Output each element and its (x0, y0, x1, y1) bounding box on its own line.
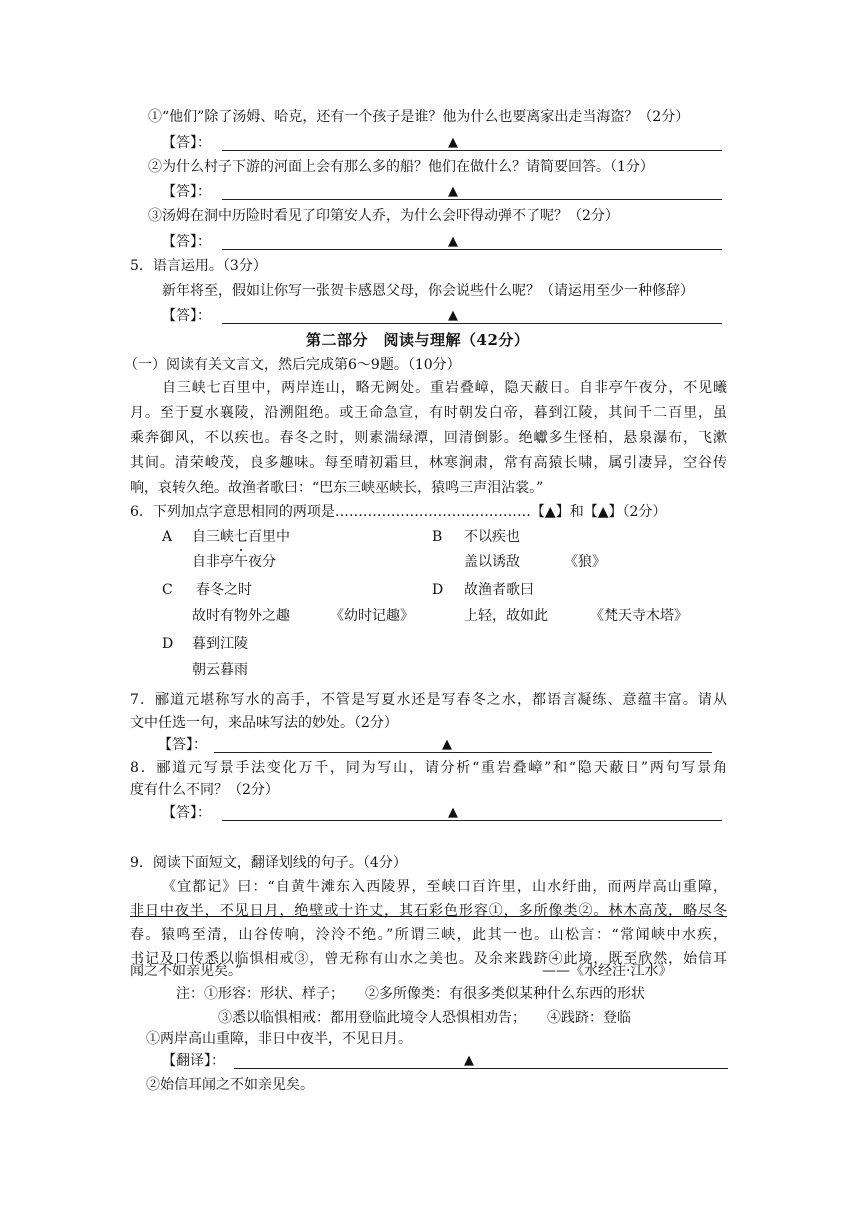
q9-passage-line: 书记及口传悉以临惧相戒③，曾无称有山水之美也。及余来践跻④此境，既至欣然，始信耳 (130, 951, 727, 967)
answer-marker-icon: ▲ (448, 805, 458, 820)
q9-sentence-1: ①两岸高山重障，非日中夜半，不见日月。 (146, 1031, 412, 1047)
passage-line: 响，哀转久绝。故渔者歌曰：“巴东三峡巫峡长，猿鸣三声泪沾裳。” (130, 480, 544, 496)
answer-underline (214, 752, 712, 753)
answer-line-4-3[interactable] (162, 232, 727, 252)
question-7-line1: 7．郦道元堪称写水的高手，不管是写夏水还是写春冬之水，都语言凝练、意蕴丰富。请从 (130, 692, 727, 708)
option-d-source: 《梵天寺木塔》 (590, 608, 688, 624)
answer-underline (222, 323, 722, 324)
question-9-title: 9．阅读下面短文，翻译划线的句子。（4分） (130, 855, 407, 871)
emphasis-char: 自三峡七百里中 (192, 529, 290, 545)
dotted-leader: …………………………………… (334, 504, 531, 520)
question-6-blanks: 【▲】和【▲】（2分） (530, 504, 667, 520)
answer-marker-icon: ▲ (464, 1053, 474, 1068)
question-8-line2: 度有什么不同？（2分） (130, 782, 279, 798)
option-letter-a[interactable]: A (162, 529, 173, 545)
answer-line-4-1[interactable] (162, 133, 727, 153)
answer-line-7[interactable] (158, 735, 723, 755)
answer-label: 【答】： (162, 184, 211, 200)
option-b-line1: 不以疾也 (464, 529, 520, 545)
answer-line-5[interactable] (162, 306, 727, 326)
q9-sentence-2: ②始信耳闻之不如亲见矣。 (146, 1077, 314, 1093)
answer-label: 【答】： (162, 135, 211, 151)
option-c-line1: 春冬之时 (196, 582, 252, 598)
option-c-source: 《幼时记趣》 (330, 608, 414, 624)
q9-passage-line: 闻之不如亲见矣。” (130, 963, 243, 979)
answer-marker-icon: ▲ (448, 234, 458, 249)
question-8-line1: 8．郦道元写景手法变化万千，同为写山，请分析“重岩叠嶂”和“隐天蔽日”两句写景角 (130, 760, 727, 776)
answer-label: 【答】： (162, 234, 211, 250)
q9-passage-line (130, 901, 727, 921)
answer-label: 【答】： (162, 805, 211, 821)
question-6-text: 6．下列加点字意思相同的两项是 (130, 504, 335, 520)
option-a-line2: 自非亭午夜分 (192, 554, 276, 570)
answer-label: 【答】： (162, 308, 211, 324)
option-d-line1: 故渔者歌曰 (464, 582, 534, 598)
question-6-stem (130, 502, 666, 522)
option-letter-d2[interactable]: D (162, 636, 174, 652)
answer-line-8[interactable] (162, 803, 727, 823)
q9-source: ——《水经注·江水》 (542, 963, 673, 979)
q9-note-2: ③悉以临惧相戒：都用登临此境令人恐惧相劝告； ④践跻：登临 (218, 1010, 631, 1026)
passage-line: 月。至于夏水襄陵，沿溯阻绝。或王命急宣，有时朝发白帝，暮到江陵，其间千二百里，虽 (130, 405, 727, 421)
option-a-line1 (192, 527, 290, 547)
answer-marker-icon: ▲ (448, 308, 458, 323)
question-5-body: 新年将至，假如让你写一张贺卡感恩父母，你会说些什么呢？（请运用至少一种修辞） (162, 283, 694, 299)
translate-label: 【翻译】： (162, 1053, 225, 1069)
answer-label: 【答】： (158, 737, 207, 753)
question-4-2: ②为什么村子下游的河面上会有那么多的船？他们在做什么？请简要回答。（1分） (148, 159, 654, 175)
translation-line-1[interactable] (162, 1051, 732, 1071)
question-5-title: 5．语言运用。（3分） (130, 258, 267, 274)
passage-line: 自三峡七百里中，两岸连山，略无阙处。重岩叠嶂，隐天蔽日。自非亭午夜分，不见曦 (162, 380, 727, 396)
answer-marker-icon: ▲ (448, 135, 458, 150)
answer-marker-icon: ▲ (442, 737, 452, 752)
underlined-sentence: 非日中夜半，不见日月，绝壁或十许丈，其石彩色形容①，多所像类②。林木高茂，略尽冬 (130, 903, 727, 919)
question-4-1: ①“他们”除了汤姆、哈克，还有一个孩子是谁？他为什么也要离家出走当海盗？（2分） (148, 109, 690, 125)
question-7-line2: 文中任选一句，来品味写法的妙处。（2分） (130, 715, 398, 731)
option-e-line2: 朝云暮雨 (192, 662, 248, 678)
answer-underline (222, 199, 722, 200)
option-b-line2: 盖以诱敌 (464, 554, 520, 570)
option-d-line2: 上轻，故如此 (464, 608, 548, 624)
q9-passage-line: 春。猿鸣至清，山谷传响，泠泠不绝。”所谓三峡，此其一也。山松言：“常闻峡中水疾， (130, 927, 727, 943)
answer-underline (222, 820, 722, 821)
answer-line-4-2[interactable] (162, 182, 727, 202)
question-4-3: ③汤姆在洞中历险时看见了印第安人乔，为什么会吓得动弹不了呢？（2分） (148, 208, 619, 224)
q9-passage-line: 《宜都记》曰：“自黄牛滩东入西陵界，至峡口百许里，山水纡曲，而两岸高山重障， (162, 879, 727, 895)
answer-underline (222, 150, 722, 151)
passage-line: 其间。清荣峻茂，良多趣味。每至晴初霜旦，林寒涧肃，常有高猿长啸，属引凄异，空谷传 (130, 455, 727, 471)
q9-note-1: 注：①形容：形状、样子； ②多所像类：有很多类似某种什么东西的形状 (176, 986, 645, 1002)
option-letter-d[interactable]: D (432, 582, 444, 598)
answer-underline (234, 1068, 728, 1069)
answer-underline (222, 249, 722, 250)
option-letter-c[interactable]: C (162, 582, 173, 598)
option-c-line2: 故时有物外之趣 (192, 608, 290, 624)
part2-heading: 第二部分 阅读与理解（42分） (306, 331, 530, 349)
answer-marker-icon: ▲ (448, 184, 458, 199)
option-e-line1: 暮到江陵 (192, 636, 248, 652)
option-b-source: 《狼》 (564, 554, 606, 570)
option-letter-b[interactable]: B (432, 529, 443, 545)
section-1-intro: （一）阅读有关文言文，然后完成第6～9题。（10分） (124, 357, 461, 373)
passage-line: 乘奔御风，不以疾也。春冬之时，则素湍绿潭，回清倒影。绝巘多生怪柏，悬泉瀑布，飞漱 (130, 430, 727, 446)
